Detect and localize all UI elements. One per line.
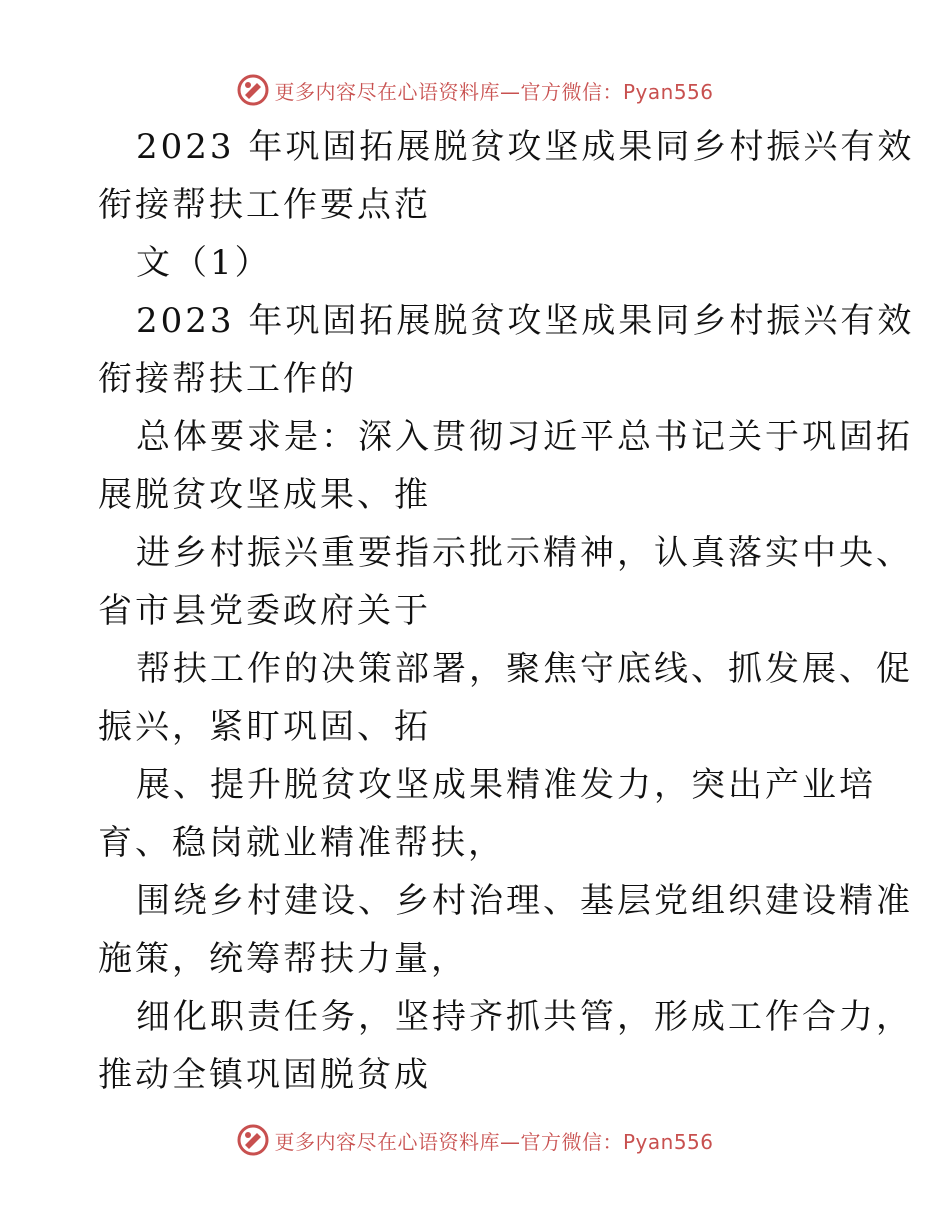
logo-icon	[236, 1123, 270, 1157]
text-line: 展、提升脱贫攻坚成果精准发力，突出产业培	[136, 765, 876, 805]
text-line: 帮扶工作的决策部署，聚焦守底线、抓发展、促	[136, 649, 913, 689]
text-line: 施策，统筹帮扶力量，	[98, 939, 468, 979]
text-line: 文（1）	[136, 243, 272, 283]
text-line: 2023 年巩固拓展脱贫攻坚成果同乡村振兴有效	[136, 301, 915, 341]
banner-wechat-id: Pyan556	[622, 79, 714, 104]
banner-text	[274, 76, 713, 105]
text-line: 省市县党委政府关于	[98, 591, 431, 631]
text-line: 衔接帮扶工作要点范	[98, 185, 431, 225]
text-line: 2023 年巩固拓展脱贫攻坚成果同乡村振兴有效	[136, 127, 915, 167]
text-line: 振兴，紧盯巩固、拓	[98, 707, 431, 747]
banner-label: 更多内容尽在心语资料库—官方微信：	[274, 79, 623, 104]
banner-label: 更多内容尽在心语资料库—官方微信：	[274, 1129, 623, 1154]
text-line: 细化职责任务，坚持齐抓共管，形成工作合力，	[136, 997, 913, 1037]
document-body	[98, 118, 915, 1104]
banner-text	[274, 1126, 713, 1155]
text-line: 围绕乡村建设、乡村治理、基层党组织建设精准	[136, 881, 913, 921]
text-line: 总体要求是：深入贯彻习近平总书记关于巩固拓	[136, 417, 913, 457]
text-line: 进乡村振兴重要指示批示精神，认真落实中央、	[136, 533, 913, 573]
text-line: 衔接帮扶工作的	[98, 359, 357, 399]
text-line: 推动全镇巩固脱贫成	[98, 1055, 431, 1095]
header-watermark-banner	[0, 70, 950, 110]
banner-wechat-id: Pyan556	[622, 1129, 714, 1154]
text-line: 育、稳岗就业精准帮扶，	[98, 823, 505, 863]
footer-watermark-banner	[0, 1120, 950, 1160]
text-line: 展脱贫攻坚成果、推	[98, 475, 431, 515]
logo-icon	[236, 73, 270, 107]
